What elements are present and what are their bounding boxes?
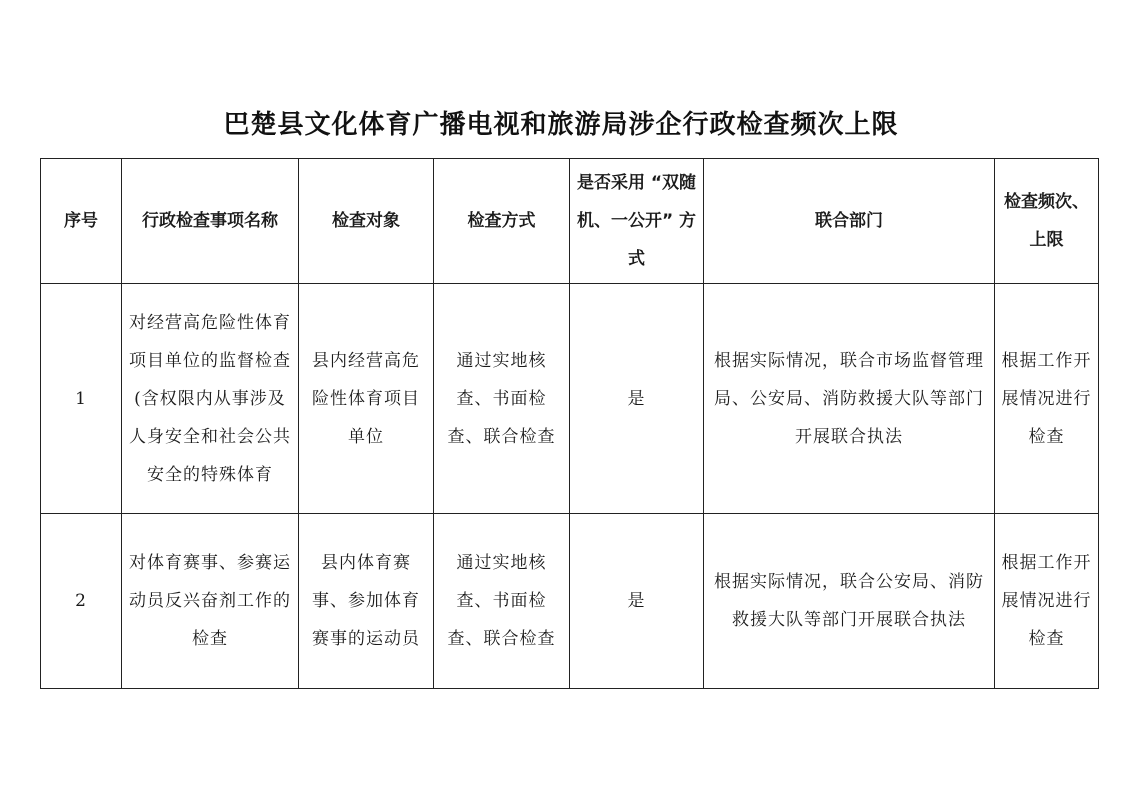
document-title: 巴楚县文化体育广播电视和旅游局涉企行政检查频次上限 (223, 110, 899, 140)
inspection-table (40, 158, 1099, 689)
cell-frequency: 根据工作开展情况进行检查 (995, 514, 1099, 689)
table-row (41, 514, 1099, 689)
cell-item: 对体育赛事、参赛运动员反兴奋剂工作的检查 (122, 514, 299, 689)
header-method: 检查方式 (434, 159, 570, 284)
header-item: 行政检查事项名称 (122, 159, 299, 284)
cell-random: 是 (570, 514, 704, 689)
cell-frequency: 根据工作开展情况进行检查 (995, 284, 1099, 514)
header-random: 是否采用 “双随机、一公开” 方式 (570, 159, 704, 284)
cell-target: 县内体育赛事、参加体育赛事的运动员 (299, 514, 434, 689)
cell-departments: 根据实际情况，联合公安局、消防救援大队等部门开展联合执法 (704, 514, 995, 689)
cell-item: 对经营高危险性体育项目单位的监督检查(含权限内从事涉及人身安全和社会公共安全的特殊体育 (122, 284, 299, 514)
cell-method: 通过实地核查、书面检查、联合检查 (434, 514, 570, 689)
cell-departments: 根据实际情况，联合市场监督管理局、公安局、消防救援大队等部门开展联合执法 (704, 284, 995, 514)
header-index: 序号 (41, 159, 122, 284)
header-row (41, 159, 1099, 284)
cell-index: 2 (41, 514, 122, 689)
header-frequency: 检查频次、上限 (995, 159, 1099, 284)
cell-index: 1 (41, 284, 122, 514)
cell-method: 通过实地核查、书面检查、联合检查 (434, 284, 570, 514)
cell-target: 县内经营高危险性体育项目单位 (299, 284, 434, 514)
header-departments: 联合部门 (704, 159, 995, 284)
header-target: 检查对象 (299, 159, 434, 284)
table-row (41, 284, 1099, 514)
cell-random: 是 (570, 284, 704, 514)
